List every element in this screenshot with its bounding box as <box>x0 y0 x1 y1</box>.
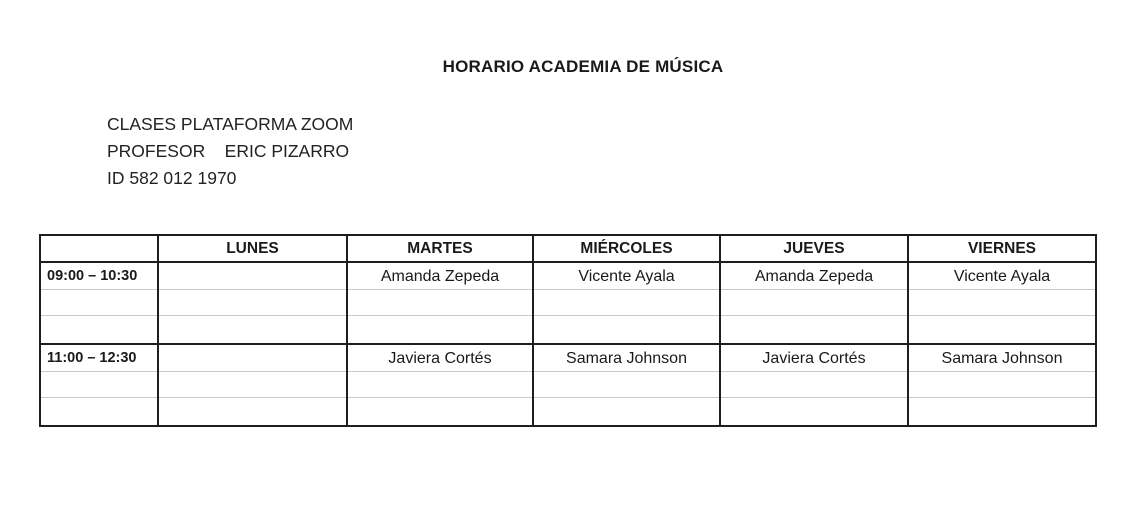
cell-wednesday <box>533 262 720 344</box>
student-name: Samara Johnson <box>566 350 687 367</box>
header-tuesday: MARTES <box>347 235 533 262</box>
student-name: Amanda Zepeda <box>754 268 874 285</box>
student-name: Javiera Cortés <box>388 350 492 367</box>
meeting-id-line: ID 582 012 1970 <box>107 168 237 188</box>
student-name <box>159 345 346 350</box>
header-friday: VIERNES <box>908 235 1096 262</box>
time-slot-label: 11:00 – 12:30 <box>47 350 137 366</box>
student-name: Javiera Cortés <box>762 350 866 367</box>
student-name: Samara Johnson <box>941 350 1063 367</box>
document-title: HORARIO ACADEMIA DE MÚSICA <box>442 57 724 76</box>
teacher-line: PROFESOR ERIC PIZARRO <box>107 141 350 161</box>
table-row <box>40 262 1096 344</box>
cell-friday <box>908 344 1096 426</box>
class-info <box>107 111 353 192</box>
cell-tuesday <box>347 344 533 426</box>
schedule-table <box>39 234 1097 427</box>
time-cell <box>40 344 158 426</box>
cell-tuesday <box>347 262 533 344</box>
student-name: Vicente Ayala <box>578 268 675 285</box>
cell-monday <box>158 344 347 426</box>
cell-thursday <box>720 344 908 426</box>
time-cell <box>40 262 158 344</box>
header-thursday: JUEVES <box>720 235 908 262</box>
header-row <box>40 235 1096 262</box>
cell-friday <box>908 262 1096 344</box>
time-slot-label: 09:00 – 10:30 <box>47 268 138 284</box>
student-name: Amanda Zepeda <box>380 268 500 285</box>
header-wednesday: MIÉRCOLES <box>533 235 720 262</box>
cell-thursday <box>720 262 908 344</box>
platform-line: CLASES PLATAFORMA ZOOM <box>107 114 354 134</box>
cell-monday <box>158 262 347 344</box>
student-name: Vicente Ayala <box>953 268 1051 285</box>
table-row <box>40 344 1096 426</box>
header-monday: LUNES <box>158 235 347 262</box>
header-corner <box>40 235 158 262</box>
cell-wednesday <box>533 344 720 426</box>
student-name <box>159 263 346 268</box>
